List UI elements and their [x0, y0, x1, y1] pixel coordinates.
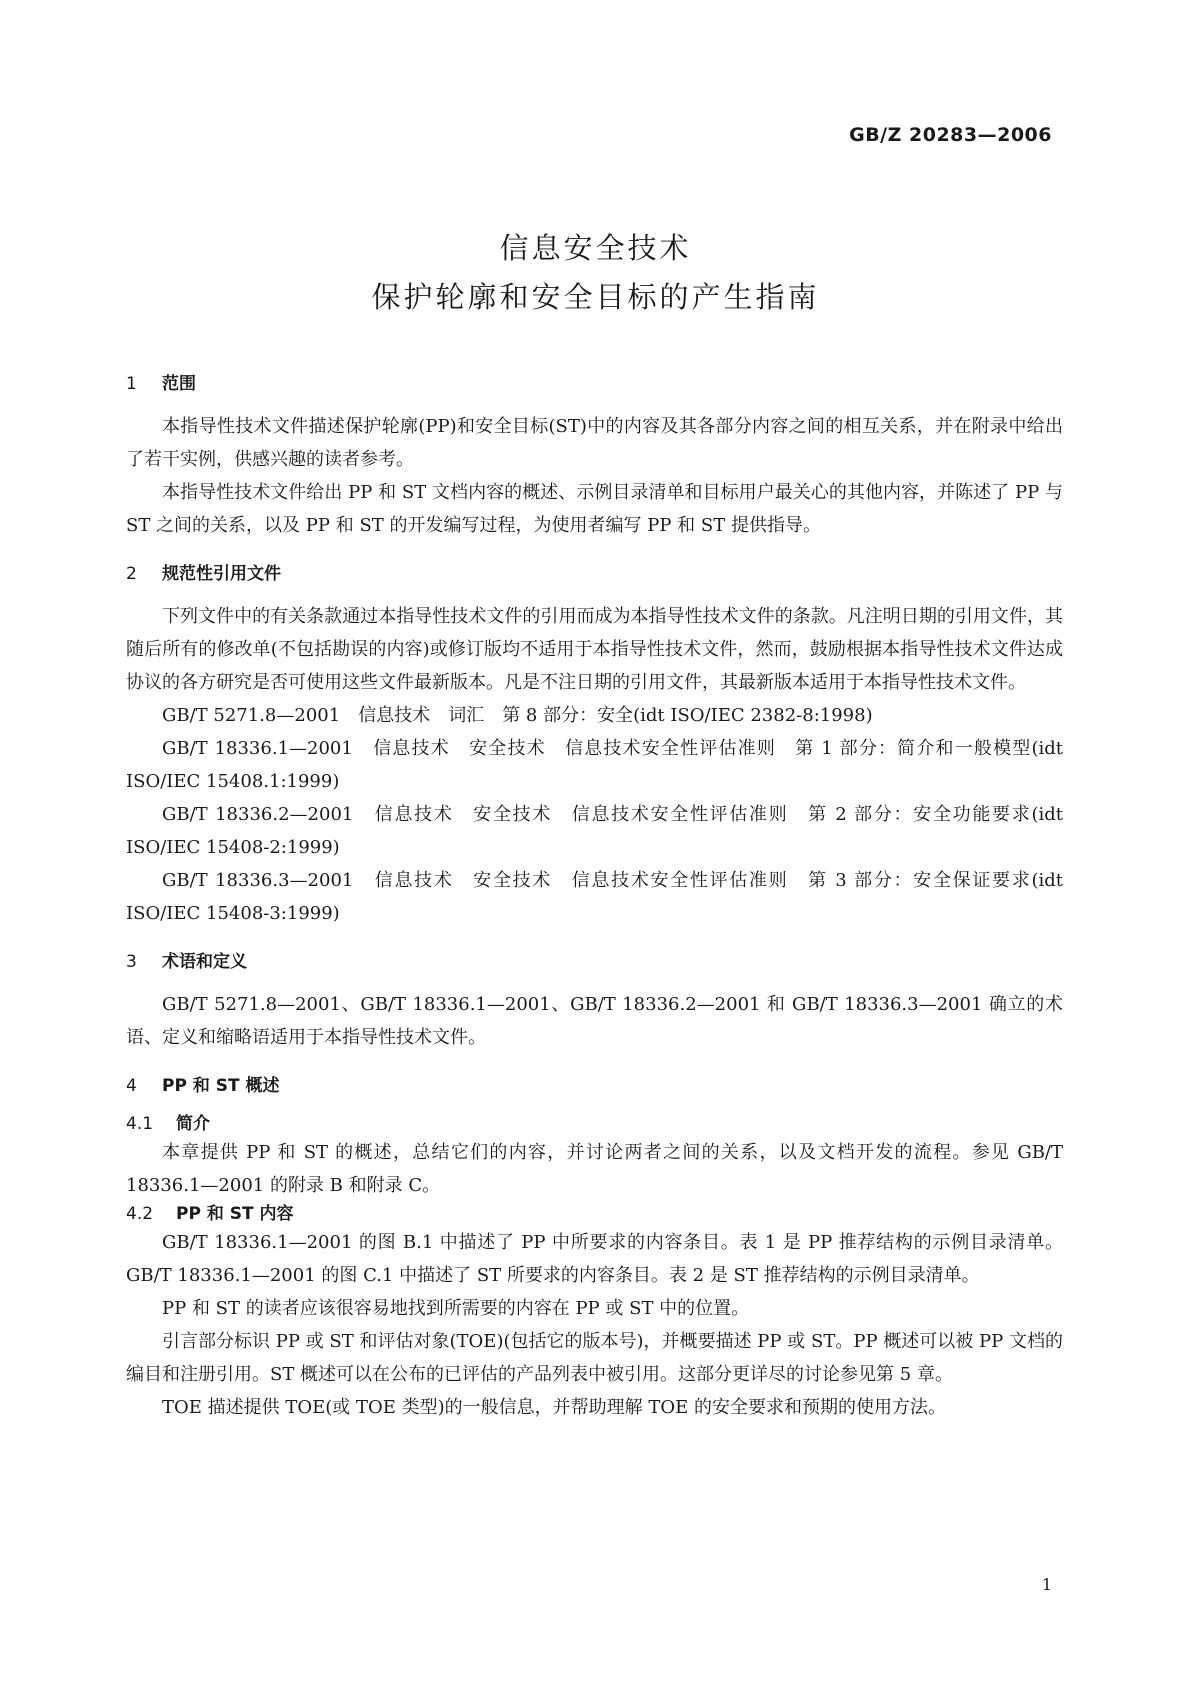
paragraph: 引言部分标识 PP 或 ST 和评估对象(TOE)(包括它的版本号)，并概要描述 PP 或 ST。PP 概述可以被 PP 文档的编目和注册引用。ST 概述可以在公布的已评估的产品列表中被引用。这部分更详尽的讨论参见第 5 章。 — [126, 1331, 1063, 1385]
section-4-2-heading — [126, 1202, 1063, 1226]
page-number: 1 — [1041, 1575, 1052, 1594]
section-number: 2 — [126, 564, 137, 584]
standard-code: GB/Z 20283—2006 — [849, 124, 1052, 146]
paragraph: PP 和 ST 的读者应该很容易地找到所需要的内容在 PP 或 ST 中的位置。 — [162, 1298, 750, 1319]
subsection-title: PP 和 ST 内容 — [176, 1204, 294, 1224]
paragraph: 本指导性技术文件给出 PP 和 ST 文档内容的概述、示例目录清单和目标用户最关心的其他内容，并陈述了 PP 与 ST 之间的关系，以及 PP 和 ST 的开发编写过程，为使用者编写 PP 和 ST 提供指导。 — [126, 482, 1063, 536]
reference-item: GB/T 18336.1—2001 信息技术 安全技术 信息技术安全性评估准则 第 1 部分：简介和一般模型(idt ISO/IEC 15408.1:1999) — [126, 738, 1063, 792]
paragraph: TOE 描述提供 TOE(或 TOE 类型)的一般信息，并帮助理解 TOE 的安全要求和预期的使用方法。 — [162, 1397, 946, 1418]
section-title: 范围 — [162, 374, 196, 394]
section-1-heading — [126, 372, 1063, 396]
subsection-title: 简介 — [176, 1114, 210, 1134]
section-3-heading — [126, 950, 1063, 974]
section-title: 术语和定义 — [162, 952, 247, 972]
subsection-number: 4.2 — [126, 1204, 154, 1224]
section-4-heading — [126, 1074, 1063, 1098]
section-2-heading — [126, 562, 1063, 586]
section-number: 3 — [126, 952, 137, 972]
document-body — [126, 372, 1063, 1424]
paragraph: 下列文件中的有关条款通过本指导性技术文件的引用而成为本指导性技术文件的条款。凡注明日期的引用文件，其随后所有的修改单(不包括勘误的内容)或修订版均不适用于本指导性技术文件，然而，鼓励根据本指导性技术文件达成协议的各方研究是否可使用这些文件最新版本。凡是不注日期的引用文件，其最新版本适用于本指导性技术文件。 — [126, 606, 1063, 693]
paragraph: GB/T 18336.1—2001 的图 B.1 中描述了 PP 中所要求的内容条目。表 1 是 PP 推荐结构的示例目录清单。GB/T 18336.1—2001 的图 C.1 中描述了 ST 所要求的内容条目。表 2 是 ST 推荐结构的示例目录清单。 — [126, 1232, 1063, 1286]
section-title: PP 和 ST 概述 — [162, 1076, 280, 1096]
subsection-number: 4.1 — [126, 1114, 154, 1134]
paragraph: 本章提供 PP 和 ST 的概述，总结它们的内容，并讨论两者之间的关系，以及文档开发的流程。参见 GB/T 18336.1—2001 的附录 B 和附录 C。 — [126, 1142, 1063, 1196]
paragraph: GB/T 5271.8—2001、GB/T 18336.1—2001、GB/T 18336.2—2001 和 GB/T 18336.3—2001 确立的术语、定义和缩略语适用于本指导性技术文件。 — [126, 994, 1063, 1048]
section-number: 1 — [126, 374, 137, 394]
reference-item: GB/T 18336.3—2001 信息技术 安全技术 信息技术安全性评估准则 第 3 部分：安全保证要求(idt ISO/IEC 15408-3:1999) — [126, 870, 1063, 924]
paragraph: 本指导性技术文件描述保护轮廓(PP)和安全目标(ST)中的内容及其各部分内容之间的相互关系，并在附录中给出了若干实例，供感兴趣的读者参考。 — [126, 416, 1063, 470]
reference-item: GB/T 5271.8—2001 信息技术 词汇 第 8 部分：安全(idt ISO/IEC 2382-8:1998) — [162, 705, 873, 726]
title-line-2: 保护轮廓和安全目标的产生指南 — [371, 280, 820, 314]
section-title: 规范性引用文件 — [162, 564, 281, 584]
reference-item: GB/T 18336.2—2001 信息技术 安全技术 信息技术安全性评估准则 第 2 部分：安全功能要求(idt ISO/IEC 15408-2:1999) — [126, 804, 1063, 858]
section-4-1-heading — [126, 1112, 1063, 1136]
title-line-1: 信息安全技术 — [499, 231, 692, 265]
section-number: 4 — [126, 1076, 137, 1096]
